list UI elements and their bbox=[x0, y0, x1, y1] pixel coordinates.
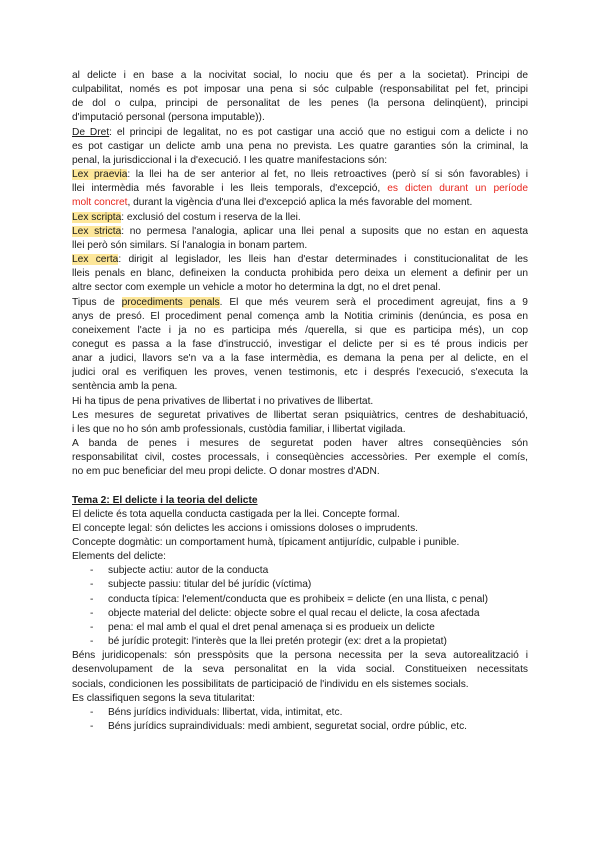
text-line: culpabilitat, només es pot imposar una pena si sóc culpable (responsabilitat pel fet, principi bbox=[72, 84, 528, 96]
bullet-dash: - bbox=[90, 621, 94, 633]
text-line: desenvolupament de la seva personalitat en la vida social. Constitueixen necessitats bbox=[72, 664, 528, 676]
term-de-dret: De Dret bbox=[72, 126, 110, 138]
list-item-text: pena: el mal amb el qual el dret penal amenaça si es produeix un delicte bbox=[108, 621, 435, 633]
text-line: coneixement l'acte i ja no es participa més /querella, si que es participa més), un cop bbox=[72, 324, 528, 336]
text-line: El delicte és tota aquella conducta castigada per la llei. Concepte formal. bbox=[72, 508, 400, 520]
paragraph-gap bbox=[72, 480, 528, 494]
text-span: , durant la vigència d'una llei d'excepció aplica la més favorable del moment. bbox=[127, 197, 473, 209]
text-line bbox=[72, 211, 528, 225]
list-item bbox=[72, 635, 528, 649]
text-line: socials, condicionen les possibilitats de participació de l'individu en els sistemes socials. bbox=[72, 678, 469, 690]
text-line: no em puc beneficiar del meu propi delicte. O donar mostres d'ADN. bbox=[72, 466, 380, 478]
text-line: sentència amb la pena. bbox=[72, 381, 178, 393]
list-item-text: Béns jurídics supraindividuals: medi ambient, seguretat social, ordre públic, etc. bbox=[108, 721, 468, 733]
text-span: : no permesa l'analogia, aplicar una llei penal a suposits que no estan en aquesta bbox=[121, 225, 528, 237]
text-line: altre sector com exemple un vehicle a motor ho determina la dgt, no el dret penal. bbox=[72, 282, 441, 294]
term-lex-praevia: Lex praevia bbox=[72, 169, 128, 181]
term-procediments-penals: procediments penals bbox=[121, 296, 220, 308]
text-line: Concepte dogmàtic: un comportament humà, típicament antijurídic, culpable i punible. bbox=[72, 537, 460, 548]
text-line bbox=[72, 196, 528, 210]
text-span: . El que més veurem serà el procediment agreujat, fins a 9 bbox=[219, 296, 528, 308]
list-item-text: Béns jurídics individuals: llibertat, vida, intimitat, etc. bbox=[108, 706, 343, 718]
bullet-dash: - bbox=[90, 607, 94, 619]
section-heading: Tema 2: El delicte i la teoria del delicte bbox=[72, 494, 258, 506]
text-line: Elements del delicte: bbox=[72, 551, 167, 563]
text-line: Les mesures de seguretat privatives de llibertat seran psiquiàtrics, centres de deshabituació, bbox=[72, 409, 528, 421]
red-text: es dicten durant un període bbox=[387, 183, 528, 195]
text-span: : dirigit al legislador, les lleis han d'estar determinades i constitucionalitat de les bbox=[118, 254, 528, 266]
list-item-text: subjecte passiu: titular del bé jurídic (víctima) bbox=[108, 579, 312, 591]
text-line: lleis penals en blanc, defineixen la conducta prohibida pero deixa un element a definir per un bbox=[72, 268, 528, 280]
bullet-dash: - bbox=[90, 565, 94, 577]
list-item bbox=[72, 607, 528, 621]
list-item bbox=[72, 621, 528, 635]
text-line: es pot castigar un delicte amb una pena no prevista. Les quatre garanties són la criminal, la bbox=[72, 140, 528, 152]
text-line: Es classifiquen segons la seva titularitat: bbox=[72, 692, 255, 704]
bullet-dash: - bbox=[90, 579, 94, 591]
list-item bbox=[72, 593, 528, 607]
text-line: Béns juridicopenals: són presspòsits que la persona necessita per la seva autorealització i bbox=[72, 650, 528, 662]
text-span: llei intermèdia més favorable i les lleis temporals, d'excepció, bbox=[72, 183, 388, 195]
text-line: anys de presó. El procediment penal comença amb la Notitia criminis (denúncia, es posa en bbox=[72, 310, 528, 322]
list-item-text: bé jurídic protegit: l'interès que la llei pretén protegir (ex: dret a la propietat) bbox=[108, 636, 447, 648]
term-lex-certa: Lex certa bbox=[72, 254, 119, 266]
list-item bbox=[72, 720, 528, 734]
text-line: El concepte legal: són delictes les accions i omissions doloses o imprudents. bbox=[72, 522, 418, 534]
text-line: penal, la jurisdiccional i la d'execució. I les quatre manifestacions són: bbox=[72, 154, 388, 166]
text-line: llei però són similars. Sí l'analogia in bonam partem. bbox=[72, 239, 308, 251]
text-line bbox=[72, 296, 528, 310]
text-line: de dol o culpa, principi de personalitat de les penes (la persona delinqüent), principi bbox=[72, 98, 528, 110]
bullet-dash: - bbox=[90, 721, 94, 733]
text-line bbox=[72, 225, 528, 239]
red-text: molt concret bbox=[72, 197, 128, 209]
text-span: : exclusió del costum i reserva de la llei. bbox=[121, 211, 301, 223]
text-line: conegut es passa a la fase d'instrucció, investigar el delicte per si es té prous indicis per bbox=[72, 338, 528, 350]
text-line: Hi ha tipus de pena privatives de llibertat i no privatives de llibertat. bbox=[72, 395, 374, 407]
text-line bbox=[72, 126, 528, 140]
list-item-text: conducta típica: l'element/conducta que es prohibeix = delicte (en una llista, c penal) bbox=[108, 593, 488, 605]
bullet-dash: - bbox=[90, 636, 94, 648]
text-line bbox=[72, 168, 528, 182]
text-line bbox=[72, 253, 528, 267]
list-item bbox=[72, 578, 528, 592]
text-span: : el principi de legalitat, no es pot castigar una acció que no estigui com a delicte i no bbox=[109, 126, 528, 138]
bullet-dash: - bbox=[90, 593, 94, 605]
text-line: d'imputació personal (persona imputable)). bbox=[72, 112, 265, 124]
text-line: judici oral es verifiquen les proves, venen testimonis, etc i després l'execució, s'executa la bbox=[72, 367, 528, 379]
list-item-text: objecte material del delicte: objecte sobre el qual recau el delicte, la cosa afectada bbox=[108, 607, 480, 619]
text-line: A banda de penes i mesures de seguretat poden haver altres conseqüències són bbox=[72, 438, 528, 450]
term-lex-scripta: Lex scripta bbox=[72, 211, 122, 223]
text-line bbox=[72, 182, 528, 196]
list-item bbox=[72, 564, 528, 578]
text-line: anar a judici, llavors se'n va a la fase intermèdia, es demana la pena per al delicte, en el bbox=[72, 353, 528, 365]
list-item-text: subjecte actiu: autor de la conducta bbox=[108, 565, 269, 577]
text-line: responsabilitat civil, costes processals, i conseqüències accessòries. Per exemple el comís, bbox=[72, 452, 528, 464]
list-item bbox=[72, 706, 528, 720]
term-lex-stricta: Lex stricta bbox=[72, 225, 122, 237]
text-line: al delicte i en base a la nocivitat social, lo nociu que és per a la societat). Principi de bbox=[72, 70, 528, 81]
text-span: Tipus de bbox=[72, 296, 122, 308]
bullet-dash: - bbox=[90, 706, 94, 718]
text-span: : la llei ha de ser anterior al fet, no lleis retroactives (però sí si són favorables) i bbox=[127, 169, 528, 181]
text-line: i les que no ho són amb professionals, custòdia familiar, i llibertat vigilada. bbox=[72, 423, 406, 435]
